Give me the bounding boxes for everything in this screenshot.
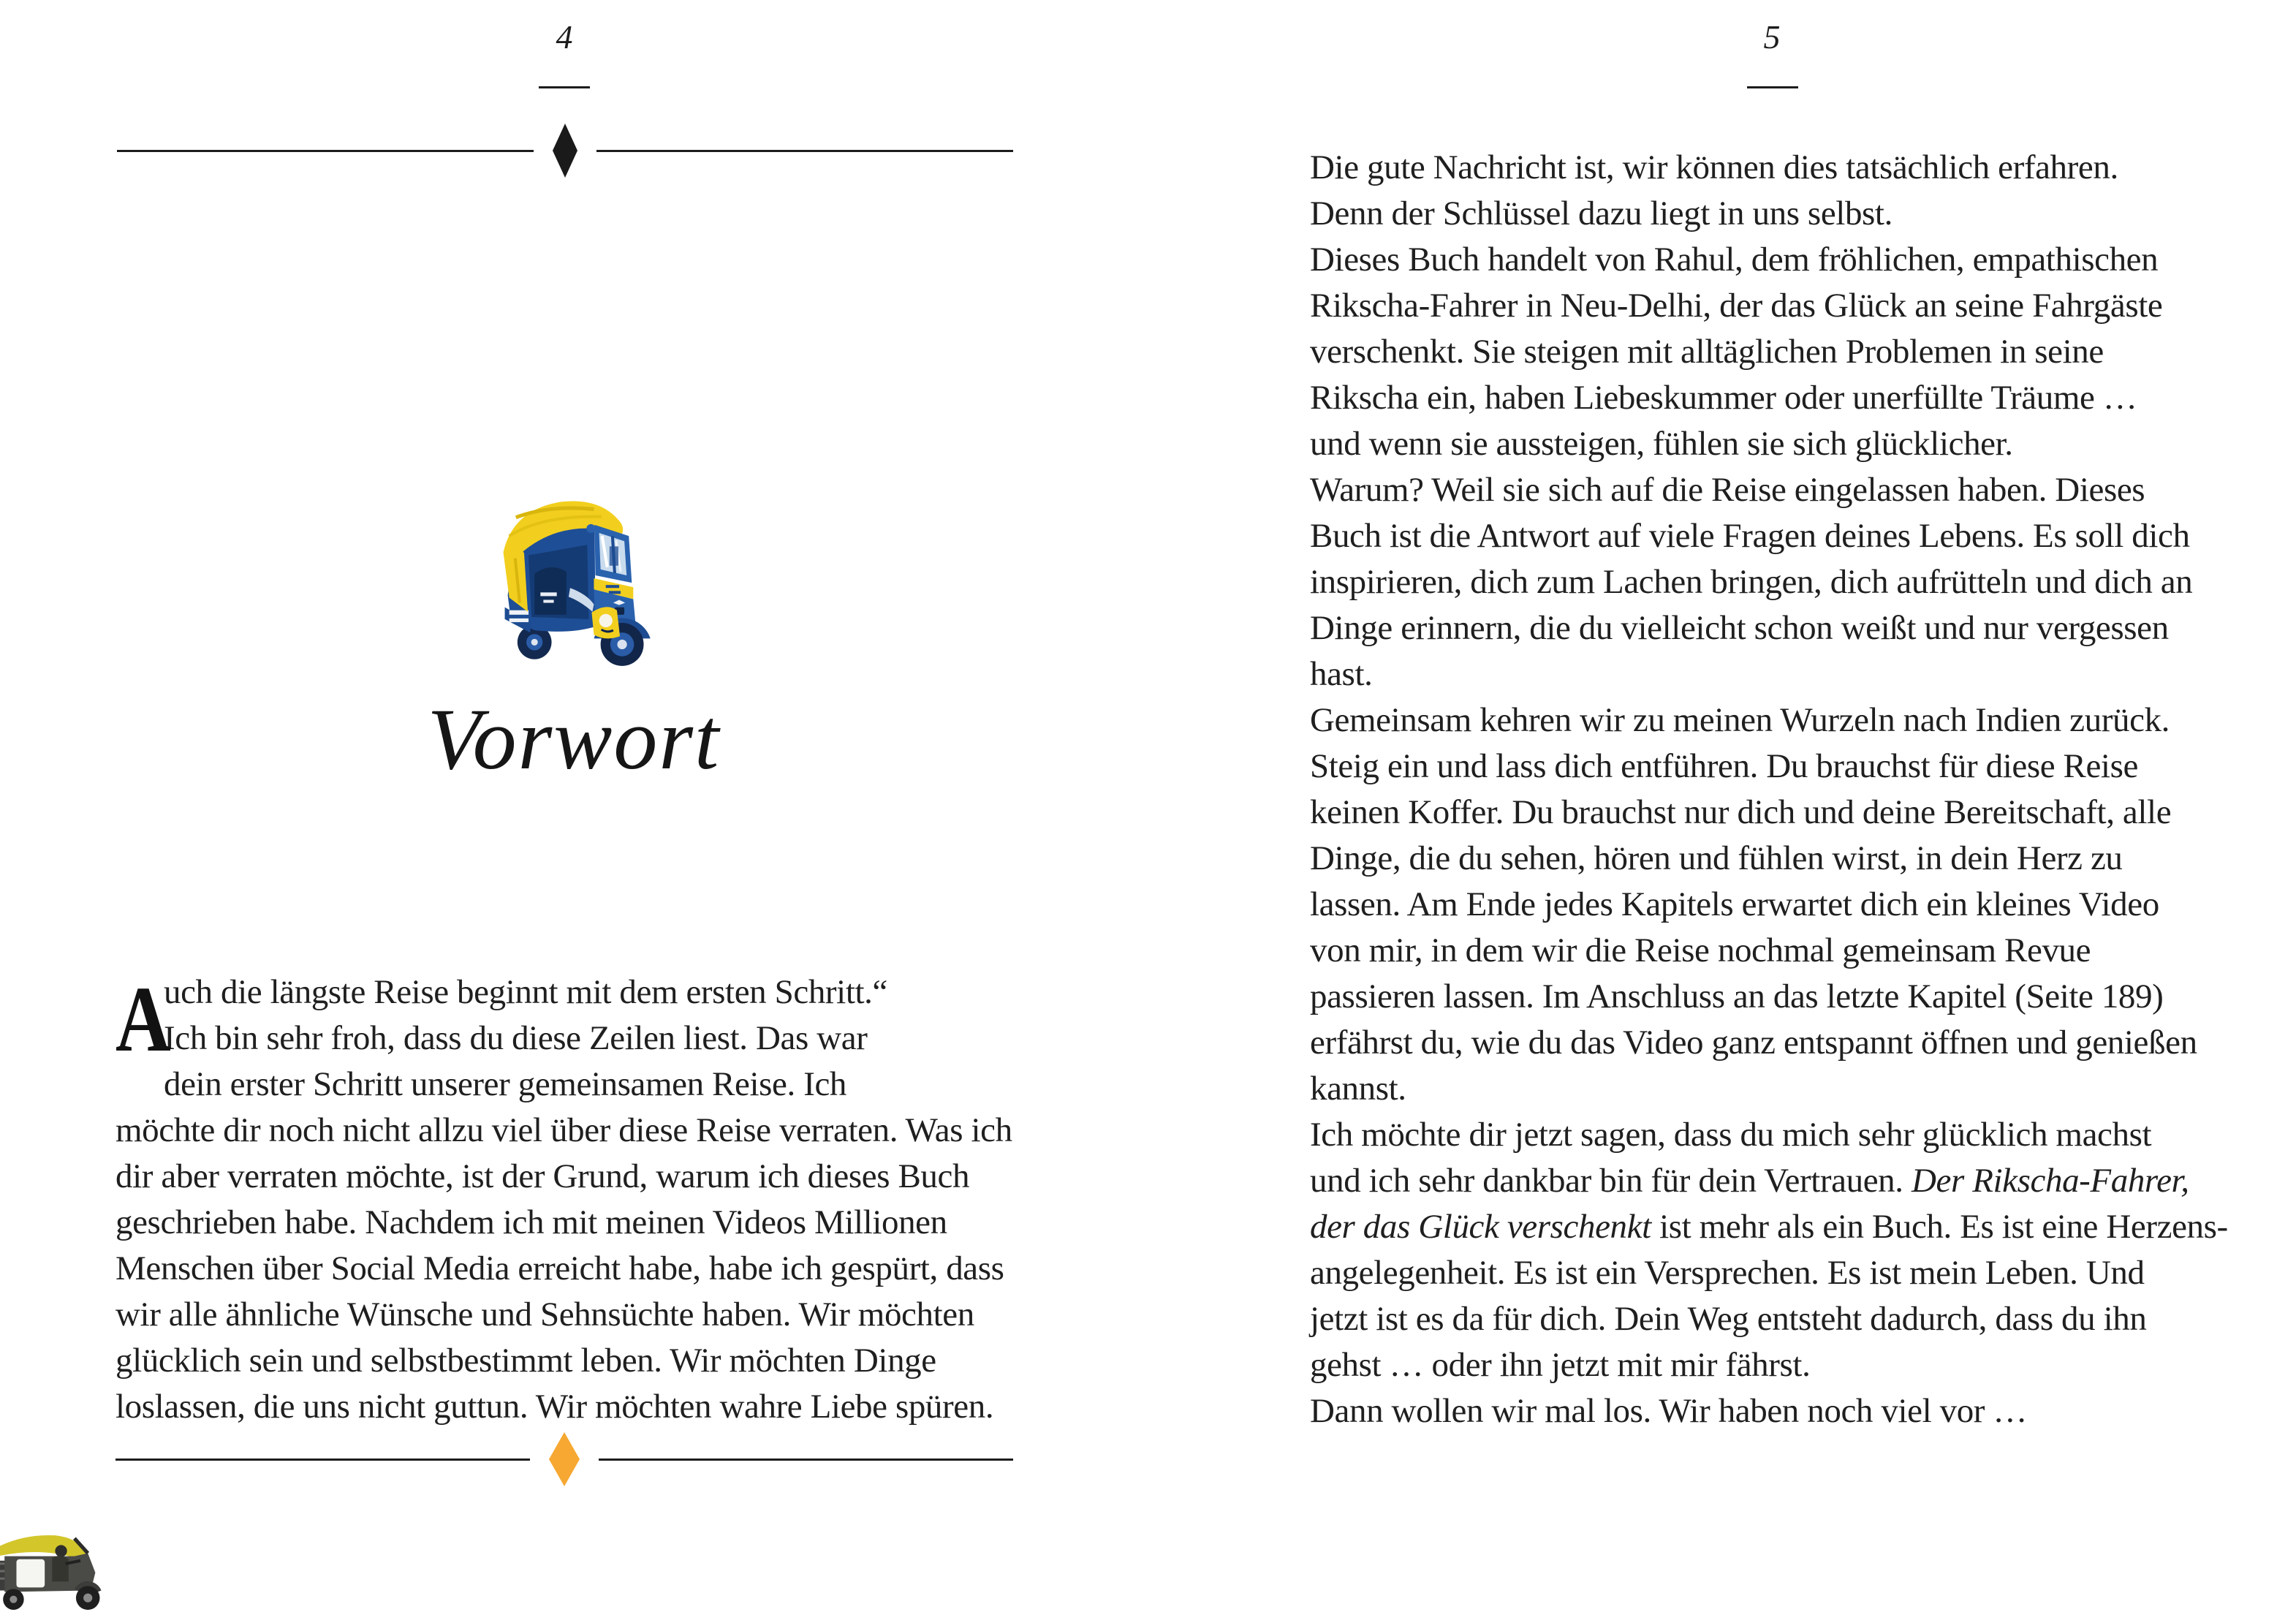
text-line — [1310, 1250, 2253, 1296]
text-run: loslassen, die uns nicht guttun. Wir möchten wahre Liebe spüren. — [115, 1388, 994, 1426]
text-run: wir alle ähnliche Wünsche und Sehnsüchte haben. Wir möchten — [115, 1295, 974, 1333]
text-run: kannst. — [1310, 1070, 1406, 1108]
text-run: passieren lassen. Im Anschluss an das letzte Kapitel (Seite 189) — [1310, 977, 2164, 1015]
diamond-ornament-black — [553, 124, 577, 178]
text-line — [1310, 283, 2253, 329]
text-run: Gemeinsam kehren wir zu meinen Wurzeln nach Indien zurück. — [1310, 701, 2170, 739]
text-run: glücklich sein und selbstbestimmt leben. Wir möchten Dinge — [115, 1342, 936, 1380]
mini-rickshaw-icon — [0, 1528, 121, 1611]
text-run: Steig ein und lass dich entführen. Du brauchst für diese Reise — [1310, 747, 2138, 785]
text-run: erfährst du, wie du das Video ganz entspannt öffnen und genießen — [1310, 1024, 2197, 1062]
text-line — [1310, 559, 2253, 605]
text-run: und ich sehr dankbar bin für dein Vertrauen. — [1310, 1162, 1912, 1200]
text-line — [1310, 1020, 2253, 1066]
text-run: Buch ist die Antwort auf viele Fragen deines Lebens. Es soll dich — [1310, 517, 2190, 555]
page-number-right: 5 — [1763, 18, 1781, 56]
page-number-rule-right — [1747, 86, 1798, 88]
separator-line — [599, 1459, 1013, 1461]
text-line — [115, 1246, 1022, 1292]
auto-rickshaw-illustration — [482, 484, 661, 670]
text-line — [1310, 1112, 2253, 1158]
text-run: Dinge, die du sehen, hören und fühlen wirst, in dein Herz zu — [1310, 839, 2123, 877]
text-line — [115, 1154, 1022, 1200]
page-number-rule-left — [539, 86, 590, 88]
left-paragraph — [115, 969, 1022, 1430]
text-line — [1310, 928, 2253, 974]
text-line — [115, 969, 1022, 1015]
text-line — [1310, 1066, 2253, 1112]
text-run: inspirieren, dich zum Lachen bringen, dich aufrütteln und dich an — [1310, 563, 2193, 601]
bottom-separator — [115, 1431, 1013, 1487]
text-line — [1310, 329, 2253, 375]
text-run: Dinge erinnern, die du vielleicht schon weißt und nur vergessen — [1310, 609, 2169, 647]
text-run: dir aber verraten möchte, ist der Grund, warum ich dieses Buch — [115, 1157, 970, 1195]
text-run: Dann wollen wir mal los. Wir haben noch viel vor … — [1310, 1392, 2027, 1430]
text-run: Die gute Nachricht ist, wir können dies tatsächlich erfahren. — [1310, 148, 2118, 186]
text-line — [1310, 882, 2253, 928]
text-line — [1310, 651, 2253, 697]
text-line — [115, 1292, 1022, 1338]
text-run: Ich möchte dir jetzt sagen, dass du mich sehr glücklich machst — [1310, 1116, 2152, 1154]
text-line — [1310, 421, 2253, 467]
text-run: von mir, in dem wir die Reise nochmal gemeinsam Revue — [1310, 931, 2091, 969]
left-paragraph-lines — [115, 969, 1022, 1430]
text-line — [1310, 1388, 2253, 1434]
right-page-text — [1310, 145, 2253, 1434]
text-line — [1310, 237, 2253, 283]
text-run: verschenkt. Sie steigen mit alltäglichen Problemen in seine — [1310, 333, 2104, 371]
text-run: hast. — [1310, 655, 1373, 693]
text-line — [1310, 605, 2253, 651]
text-line — [1310, 790, 2253, 836]
text-line — [115, 1338, 1022, 1384]
drop-cap: A — [115, 967, 171, 1071]
text-run: möchte dir noch nicht allzu viel über diese Reise verraten. Was ich — [115, 1111, 1012, 1149]
text-line — [115, 1200, 1022, 1246]
text-run: dein erster Schritt unserer gemeinsamen Reise. Ich — [164, 1065, 847, 1103]
text-run: Rikscha-Fahrer in Neu-Delhi, der das Glück an seine Fahrgäste — [1310, 287, 2163, 325]
text-line — [1310, 1342, 2253, 1388]
text-line — [1310, 1296, 2253, 1342]
text-run: Rikscha ein, haben Liebeskummer oder unerfüllte Träume … — [1310, 379, 2137, 417]
text-line — [1310, 191, 2253, 237]
text-line — [1310, 375, 2253, 421]
text-line — [115, 1384, 1022, 1430]
text-run: gehst … oder ihn jetzt mit mir fährst. — [1310, 1346, 1811, 1384]
text-run: Denn der Schlüssel dazu liegt in uns selbst. — [1310, 194, 1893, 232]
text-line — [115, 1015, 1022, 1062]
text-run: Dieses Buch handelt von Rahul, dem fröhlichen, empathischen — [1310, 241, 2159, 279]
page-number-left: 4 — [556, 18, 573, 56]
text-line — [1310, 836, 2253, 882]
text-run: Ich bin sehr froh, dass du diese Zeilen liest. Das war — [164, 1019, 868, 1057]
diamond-ornament-orange — [549, 1432, 580, 1486]
separator-line — [115, 1459, 530, 1461]
text-line — [1310, 1204, 2253, 1250]
italic-text-run: der das Glück verschenkt — [1310, 1208, 1651, 1246]
text-run: geschrieben habe. Nachdem ich mit meinen Videos Millionen — [115, 1203, 947, 1241]
text-run: ist mehr als ein Buch. Es ist eine Herzens- — [1651, 1208, 2228, 1246]
text-run: jetzt ist es da für dich. Dein Weg entsteht dadurch, dass du ihn — [1310, 1300, 2147, 1338]
text-line — [1310, 974, 2253, 1020]
italic-text-run: Der Rikscha-Fahrer, — [1911, 1162, 2189, 1200]
text-run: und wenn sie aussteigen, fühlen sie sich glücklicher. — [1310, 425, 2013, 463]
text-line — [1310, 744, 2253, 790]
text-line — [1310, 513, 2253, 559]
top-separator — [117, 123, 1013, 178]
auto-rickshaw-icon — [482, 484, 661, 670]
text-run: Menschen über Social Media erreicht habe, habe ich gespürt, dass — [115, 1249, 1004, 1287]
separator-line — [117, 150, 534, 152]
text-line — [1310, 145, 2253, 191]
text-line — [1310, 697, 2253, 744]
text-run: keinen Koffer. Du brauchst nur dich und deine Bereitschaft, alle — [1310, 793, 2172, 831]
text-run: Warum? Weil sie sich auf die Reise eingelassen haben. Dieses — [1310, 471, 2145, 509]
separator-line — [596, 150, 1013, 152]
text-line — [115, 1062, 1022, 1108]
chapter-title: Vorwort — [427, 690, 721, 787]
mini-rickshaw-illustration — [0, 1528, 121, 1611]
text-run: uch die längste Reise beginnt mit dem ersten Schritt.“ — [164, 973, 887, 1011]
text-run: angelegenheit. Es ist ein Versprechen. Es ist mein Leben. Und — [1310, 1254, 2145, 1292]
text-line — [1310, 467, 2253, 513]
text-run: lassen. Am Ende jedes Kapitels erwartet dich ein kleines Video — [1310, 885, 2159, 923]
text-line — [1310, 1158, 2253, 1204]
text-line — [115, 1108, 1022, 1154]
